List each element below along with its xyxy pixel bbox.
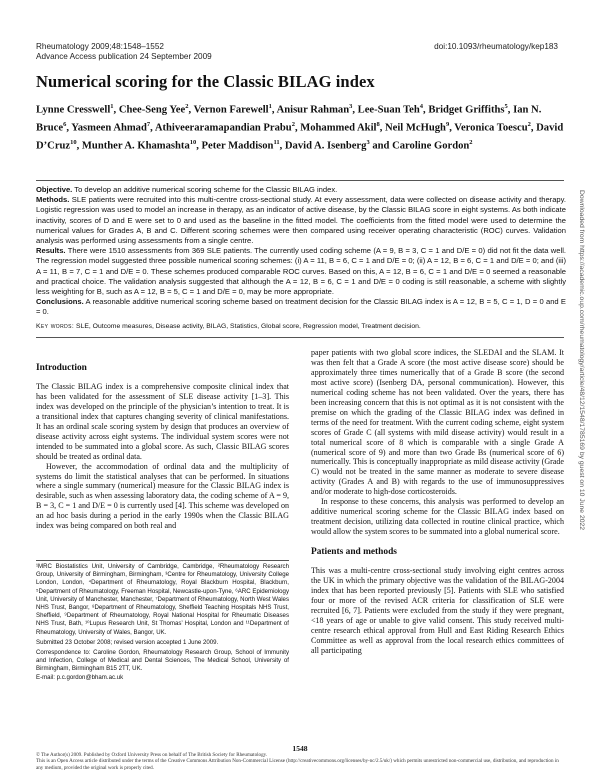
running-header [36,42,212,62]
author-name: Bridget Griffiths [428,104,505,116]
abstract-results: Results. There were 1510 assessments from 369 SLE patients. The currently used coding scheme (A = 9, B = 3, C = 1 and D/E = 0) did not fit the data well. The regression model suggested three possible numerical scoring schemes: (i) A = 11, B = 6, C = 1 and D/E = 0; (ii) A = 12, B = 6, C = 1 and D/E = 0; and (iii) A = 11, B = 7, C = 1 and D/E = 0. These schemes produced comparable ROC curves. Based on this, A = 12, B = 6, C = 1 and D/E = 0 seemed a reasonable and practical choice. The validation analysis suggested that although the A = 12, B = 6, C = 1 and D/E = 0 coding is still reasonable, a scheme with slightly less weighting for B, such as A = 12, B = 5, C = 1 and D/E = 0, may be more appropriate. [36,246,566,297]
author-affiliation-mark: 5 [504,103,508,110]
section-heading-patients-methods: Patients and methods [311,547,397,558]
author-name: Lee-Suan Teh [357,104,420,116]
keywords-label: Key words: [36,323,75,330]
author-affiliation-mark: 9 [445,121,450,129]
affiliations [36,563,289,684]
doi[interactable]: doi:10.1093/rheumatology/kep183 [434,42,558,51]
author-affiliation-mark: 3 [366,139,370,147]
author-name: Chee-Seng Yee [118,104,186,116]
author-name: Neil McHugh [385,122,446,134]
column-left [36,364,289,531]
author-affiliation-mark: 11 [273,139,280,147]
author-affiliation-mark: 1 [268,103,272,110]
page-number: 1548 [292,744,308,753]
author-name: Vernon Farewell [193,104,269,116]
author-name: Anisur Rahman [276,104,350,116]
column-right [311,348,564,656]
author-affiliation-mark: 2 [527,121,531,129]
methods-paragraph-1: This was a multi-centre cross-sectional study involving eight centres across the UK in which the primary objective was the validation of the BILAG-2004 index that has been reported previously [5]. Patients with SLE who satisfied four or more of the revised ACR criteria for classification of SLE were recruited [6, 7]. Patients were excluded from the study if they were pregnant, <18 years of age or unable to give valid consent. This study received multi-centre research ethical approval from Hull and East Riding Research Ethics Committee as well as approval from the local research ethics committees of all participating [311,566,564,655]
article-title: Numerical scoring for the Classic BILAG index [36,72,375,91]
author-name: Lynne Cresswell [36,104,111,116]
copyright-line: © The Author(s) 2009. Published by Oxford University Press on behalf of The British Society for Rheumatology. [36,752,268,758]
affiliation-list: ¹MRC Biostatistics Unit, University of Cambridge, Cambridge, ²Rheumatology Research Group, University of Birmingham, Birmingham, ³Centre for Rheumatology, University College London, London, ⁴Department of Rheumatology, Royal Blackburn Hospital, Blackburn, ⁵Department of Rheumatology, Freeman Hospital, Newcastle-upon-Tyne, ⁶ARC Epidemiology Unit, University of Manchester, Manchester, ⁷Department of Rheumatology, North West Wales NHS Trust, Bangor, ⁸Department of Rheumatology, Sheffield Teaching Hospitals NHS Trust, Sheffield, ⁹Department of Rheumatology, Royal National Hospital for Rheumatic Diseases NHS Trust, Bath, ¹⁰Lupus Research Unit, St Thomas’ Hospital, London and ¹¹Department of Rheumatology, University of Wales, Bangor, UK. [36,563,289,636]
author-affiliation-mark: 3 [349,103,353,110]
license-line: This is an Open Access article distributed under the terms of the Creative Commons Attribution Non-Commercial License (http://creativecommons.org/licenses/by-nc/2.5/uk/) which permits unrestricted non-commercial use, distribution, and reproduction in any medium, provided the original work is properly cited. [36,758,559,771]
author-name: Yasmeen Ahmad [71,122,147,134]
author-name: Mohammed Akil [300,122,377,134]
author-affiliation-mark: 6 [63,121,67,129]
author-affiliation-mark: 7 [146,121,151,129]
author-name: Athiveeraramapandian Prabu [154,122,292,134]
license-footer [36,752,564,771]
correspondence-email[interactable]: E-mail: p.c.gordon@bham.ac.uk [36,673,124,681]
keywords [36,322,566,331]
author-name: David A. Isenberg [284,140,367,152]
keywords-text: SLE, Outcome measures, Disease activity, BILAG, Statistics, Global score, Regression model, Treatment decision. [76,323,421,330]
author-name: Munther A. Khamashta [81,140,190,152]
author-affiliation-mark: 1 [110,103,114,110]
abstract [36,185,566,318]
download-note: Downloaded from https://academic.oup.com/rheumatology/article/48/12/1548/1785169 by guest on 10 June 2022 [578,190,585,531]
download-watermark [577,190,587,690]
author-name: Veronica Toescu [454,122,528,134]
author-list: Lynne Cresswell$^1$, Chee-Seng Yee$^2$, Vernon Farewell$^1$, Anisur Rahman$^3$, Lee-Suan Teh$^4$, Bridget Griffiths$^5$, Ian N. Bruce$^6$, Yasmeen Ahmad$^7$, Athiveeraramapandian Prabu$^2$, Mohammed Akil$^8$, Neil McHugh$^9$, Veronica Toescu$^2$, David D’Cruz$^{10}$, Munther A. Khamashta$^{10}$, Peter Maddison$^{11}$, David A. Isenberg$^3$ and Caroline Gordon$^2$ [36,103,564,152]
author-affiliation-mark: 8 [376,121,380,129]
author-affiliation-mark: 10 [189,139,197,147]
abstract-top-rule [36,180,564,181]
author-affiliation-mark: 4 [419,103,424,110]
advance-access-line: Advance Access publication 24 September 2009 [36,52,212,61]
abstract-methods: Methods. SLE patients were recruited into this multi-centre cross-sectional study. At every assessment, data were collected on disease activity and therapy. Logistic regression was used to model an increase in therapy, as an indicator of active disease, by the Classic BILAG score in eight systems. As both indicate inactivity, scores of D and E were set to 0 and used as the baseline in the fitted model. The coefficients from the fitted model were used to determine the numerical values for Grades A, B and C. Different scoring schemes were then compared using receiver operating characteristic (ROC) curves. Validation analysis was performed using assessments from a single centre. [36,195,566,246]
author-affiliation-mark: 2 [185,103,189,110]
author-name: Caroline Gordon [392,140,470,152]
journal-citation: Rheumatology 2009;48:1548–1552 [36,42,164,51]
abstract-conclusions: Conclusions. A reasonable additive numerical scoring scheme based on treatment decision for the Classic BILAG index is A = 12, B = 5, C = 1, D = 0 and E = 0. [36,297,566,317]
section-heading-introduction: Introduction [36,363,87,373]
author-name: Ian N. Bruce [36,104,542,134]
abstract-objective: Objective. To develop an additive numerical scoring scheme for the Classic BILAG index. [36,185,338,194]
author-affiliation-mark: 2 [291,121,295,129]
author-name: Peter Maddison [201,140,274,152]
intro-paragraph-2: However, the accommodation of ordinal data and the multiplicity of systems do limit the statistical analyses that can be performed. In situations where a single summary (numerical) measure for the Classic BILAG index is desirable, such as when assessing laboratory data, the coding scheme of A = 9, B = 3, C = 1 and D/E = 0 is currently used [4]. This scheme was developed on an ad hoc basis during a period in the early 1990s when the Classic BILAG index was being compared on both real and [36,461,289,531]
submission-dates: Submitted 23 October 2008; revised version accepted 1 June 2009. [36,638,219,646]
author-name: David D’Cruz [36,122,564,152]
author-affiliation-mark: 10 [70,139,77,147]
author-affiliation-mark: 2 [469,139,473,147]
intro-paragraph-3: paper patients with two global score indices, the SLEDAI and the SLAM. It was then felt that a Grade A score (the most active disease score) should be approximately three times numerically that of a Grade B score (the second most active score) (Isenberg DA, personal communication). However, this numerical coding scheme has not been validated. Over the years, there has been increasing concern that this is not optimal as it is not consistent with the premise on which the grading of the Classic BILAG index was defined in terms of the need for treatment. With the current coding scheme, eight system scores of Grade C (all systems with mild disease activity) would result in a total numerical score of 8 which is comparable with a single Grade A (numerical score of 9) and more than two Grade Bs (numerical score of 6) numerically. This is conceptually inappropriate as mild disease activity (Grade C) would not be treated in the same manner as moderate to severe disease activity (Grades A and B) with regards to the use of immunosuppressives and/or moderate to high-dose corticosteroids. [311,348,564,497]
intro-paragraph-1: The Classic BILAG index is a comprehensive composite clinical index that has been validated for the assessment of SLE disease activity [1–3]. This index was developed on the principle of the physician’s intention to treat. It is a transitional index that captures changing severity of clinical manifestations. It has an ordinal scale scoring system by design that produces an overview of disease activity across eight systems. The individual system scores were not intended to be summated into a global score. As such, Classic BILAG scores should be treated as ordinal data. [36,381,289,461]
affiliation-rule [36,560,289,561]
correspondence: Correspondence to: Caroline Gordon, Rheumatology Research Group, School of Immunity and Infection, College of Medical and Dental Sciences, The Medical School, University of Birmingham, Birmingham B15 2TT, UK. E-mail: p.c.gordon@bham.ac.uk [36,649,289,681]
intro-paragraph-4: In response to these concerns, this analysis was performed to develop an additive numerical scoring scheme for the Classic BILAG index based on treatment decision, utilizing data collected in routine clinical practice, which would allow the system scores to be summated into a global numerical score. [311,497,564,537]
abstract-bottom-rule [36,337,564,338]
